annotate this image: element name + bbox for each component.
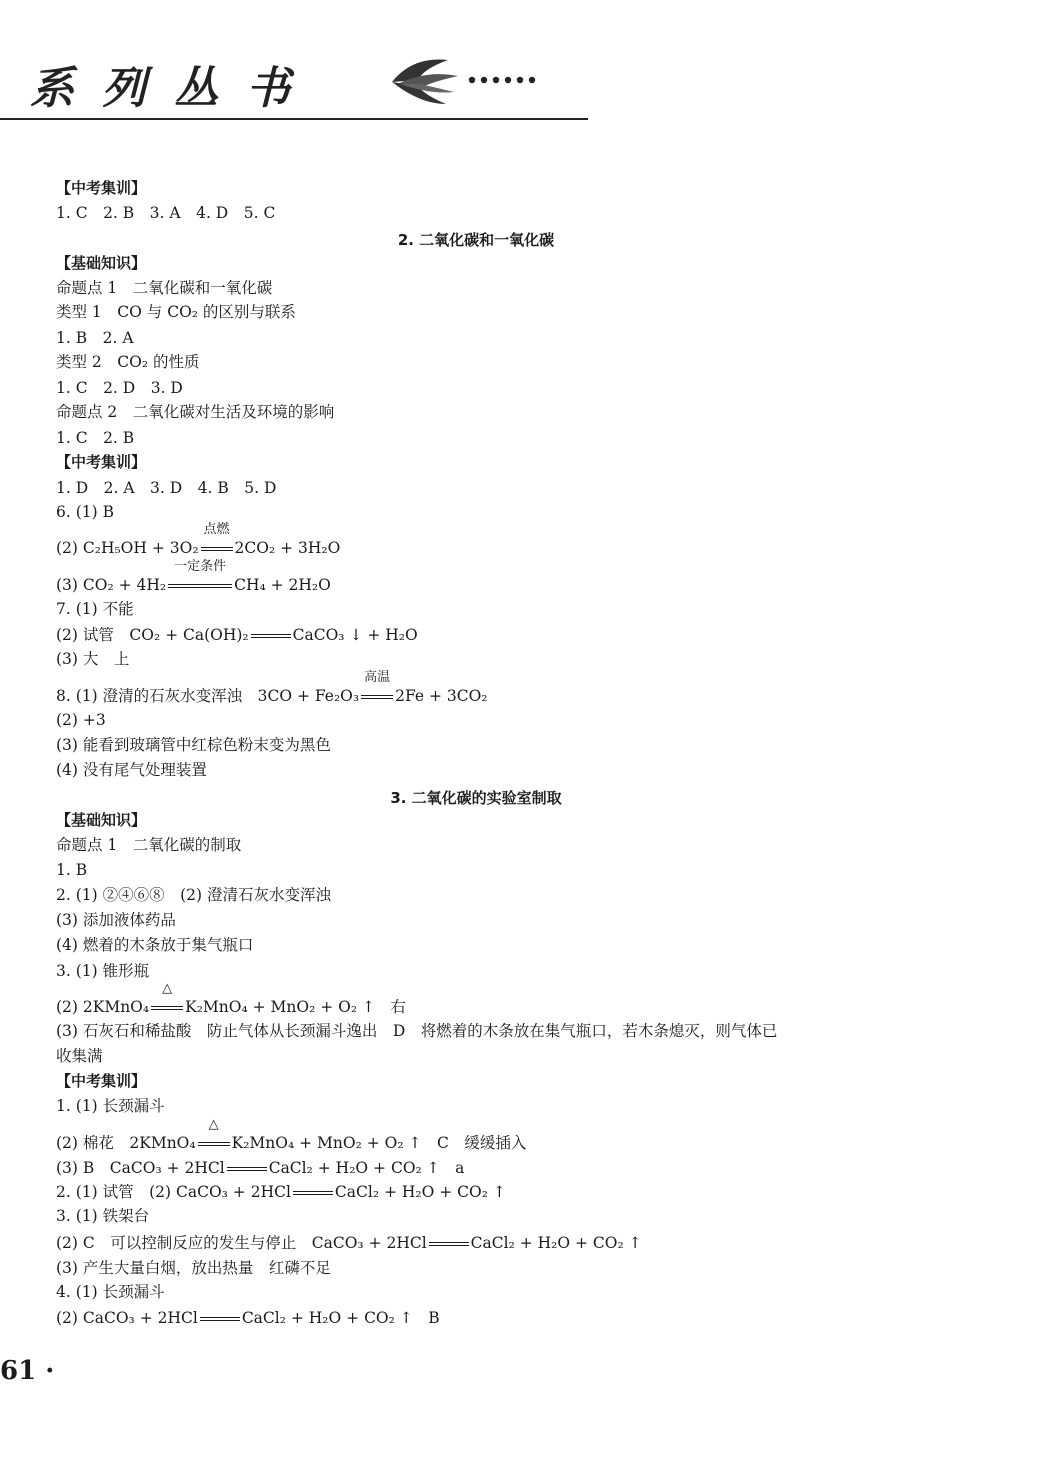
equation-products: CaCl₂ + H₂O + CO₂ ↑	[334, 1183, 506, 1201]
equation-reactants: (3) B CaCO₃ + 2HCl	[56, 1159, 225, 1177]
answer-line-l36: 1. (1) 长颈漏斗	[56, 1097, 165, 1115]
answer-line-l40: 3. (1) 铁架台	[56, 1207, 150, 1225]
equation-sign	[227, 1158, 267, 1178]
equation-sign	[251, 625, 291, 645]
reaction-condition: △	[162, 981, 173, 996]
double-line-icon	[293, 1191, 333, 1195]
equation-sign	[198, 1117, 230, 1153]
equation-products: CaCl₂ + H₂O + CO₂ ↑	[470, 1234, 642, 1252]
feather-ornament-icon	[388, 52, 538, 116]
equation-reactants: (2) 2KMnO₄	[56, 998, 150, 1016]
equation-sign	[361, 670, 393, 706]
answer-line-l15	[56, 522, 341, 558]
double-line-icon	[168, 584, 232, 588]
double-line-icon	[361, 695, 393, 699]
section-heading: 【基础知识】	[56, 811, 147, 829]
equation-products: CaCl₂ + H₂O + CO₂ ↑ B	[241, 1309, 440, 1327]
equation-reactants: 2. (1) 试管 (2) CaCO₃ + 2HCl	[56, 1183, 291, 1201]
equation-reactants: (2) CaCO₃ + 2HCl	[56, 1309, 198, 1327]
answer-line-l9: 1. C 2. D 3. D	[56, 379, 183, 397]
equation-products: 2CO₂ + 3H₂O	[234, 539, 341, 557]
answer-line-l10: 命题点 2 二氧化碳对生活及环境的影响	[56, 403, 335, 421]
double-line-icon	[151, 1006, 183, 1010]
answer-line-l31: 3. (1) 锥形瓶	[56, 962, 150, 980]
section-heading: 【中考集训】	[56, 1072, 147, 1090]
answer-line-l32	[56, 981, 406, 1017]
equation-sign	[429, 1233, 469, 1253]
equation-reactants: 8. (1) 澄清的石灰水变浑浊 3CO + Fe₂O₃	[56, 687, 360, 705]
equation-products: CaCO₃ ↓ + H₂O	[292, 626, 418, 644]
answer-line-l17: 7. (1) 不能	[56, 600, 134, 618]
double-line-icon	[251, 634, 291, 638]
page-header	[0, 30, 590, 125]
section-heading: 【中考集训】	[56, 453, 147, 471]
answer-line-l22: (3) 能看到玻璃管中红棕色粉末变为黑色	[56, 736, 331, 754]
answer-line-l33: (3) 石灰石和稀盐酸 防止气体从长颈漏斗逸出 D 将燃着的木条放在集气瓶口，若木条熄灭，则气体已	[56, 1022, 778, 1040]
answer-line-l27: 1. B	[56, 861, 88, 879]
reaction-condition: 点燃	[203, 522, 230, 537]
equation-products: 2Fe + 3CO₂	[395, 687, 488, 705]
equation-reactants: (2) C₂H₅OH + 3O₂	[56, 539, 199, 557]
equation-sign	[201, 522, 233, 558]
equation-sign	[168, 559, 232, 595]
equation-products: CaCl₂ + H₂O + CO₂ ↑ a	[268, 1159, 465, 1177]
answer-line-l23: (4) 没有尾气处理装置	[56, 761, 207, 779]
equation-reactants: (2) 试管 CO₂ + Ca(OH)₂	[56, 626, 249, 644]
answer-line-l39	[56, 1182, 506, 1202]
double-line-icon	[429, 1242, 469, 1246]
answer-line-l18	[56, 625, 418, 645]
answer-line-l6: 类型 1 CO 与 CO₂ 的区别与联系	[56, 303, 296, 321]
reaction-condition: 高温	[364, 670, 391, 685]
answer-line-l30: (4) 燃着的木条放于集气瓶口	[56, 936, 254, 954]
equation-reactants: (2) C 可以控制反应的发生与停止 CaCO₃ + 2HCl	[56, 1234, 427, 1252]
double-line-icon	[198, 1142, 230, 1146]
series-title: 系列丛书	[30, 63, 318, 114]
double-line-icon	[201, 547, 233, 551]
answer-line-l44	[56, 1308, 440, 1328]
equation-sign	[151, 981, 183, 1017]
answer-line-l43: 4. (1) 长颈漏斗	[56, 1283, 165, 1301]
answer-line-l42: (3) 产生大量白烟，放出热量 红磷不足	[56, 1259, 331, 1277]
section-heading: 【中考集训】	[56, 179, 147, 197]
answer-line-l41	[56, 1233, 642, 1253]
double-line-icon	[200, 1317, 240, 1321]
answer-line-l8: 类型 2 CO₂ 的性质	[56, 353, 200, 371]
header-rule	[0, 118, 588, 120]
reaction-condition: 一定条件	[174, 559, 227, 574]
answer-line-l11: 1. C 2. B	[56, 429, 135, 447]
answer-line-l5: 命题点 1 二氧化碳和一氧化碳	[56, 279, 273, 297]
page-number: 61 ·	[0, 1356, 55, 1386]
equation-reactants: (3) CO₂ + 4H₂	[56, 576, 167, 594]
answer-line-l38	[56, 1158, 464, 1178]
answer-line-l34: 收集满	[56, 1047, 103, 1065]
answer-line-l2: 1. C 2. B 3. A 4. D 5. C	[56, 204, 276, 222]
answer-line-l13: 1. D 2. A 3. D 4. B 5. D	[56, 479, 277, 497]
topic-title: 3. 二氧化碳的实验室制取	[390, 789, 562, 807]
equation-products: K₂MnO₄ + MnO₂ + O₂ ↑ 右	[185, 998, 406, 1016]
answer-line-l21: (2) +3	[56, 711, 106, 729]
answer-line-l37	[56, 1117, 527, 1153]
equation-reactants: (2) 棉花 2KMnO₄	[56, 1134, 196, 1152]
equation-sign	[293, 1182, 333, 1202]
answer-line-l14: 6. (1) B	[56, 503, 114, 521]
answer-line-l29: (3) 添加液体药品	[56, 911, 176, 929]
answer-line-l16	[56, 559, 331, 595]
topic-title: 2. 二氧化碳和一氧化碳	[397, 231, 555, 249]
equation-sign	[200, 1308, 240, 1328]
answer-line-l7: 1. B 2. A	[56, 329, 134, 347]
answer-line-l28: 2. (1) ②④⑥⑧ (2) 澄清石灰水变浑浊	[56, 886, 331, 904]
answer-line-l19: (3) 大 上	[56, 650, 130, 668]
equation-products: K₂MnO₄ + MnO₂ + O₂ ↑ C 缓缓插入	[231, 1134, 527, 1152]
answer-line-l20	[56, 670, 488, 706]
equation-products: CH₄ + 2H₂O	[234, 576, 331, 594]
section-heading: 【基础知识】	[56, 254, 147, 272]
answer-line-l26: 命题点 1 二氧化碳的制取	[56, 836, 242, 854]
reaction-condition: △	[208, 1117, 219, 1132]
double-line-icon	[227, 1167, 267, 1171]
